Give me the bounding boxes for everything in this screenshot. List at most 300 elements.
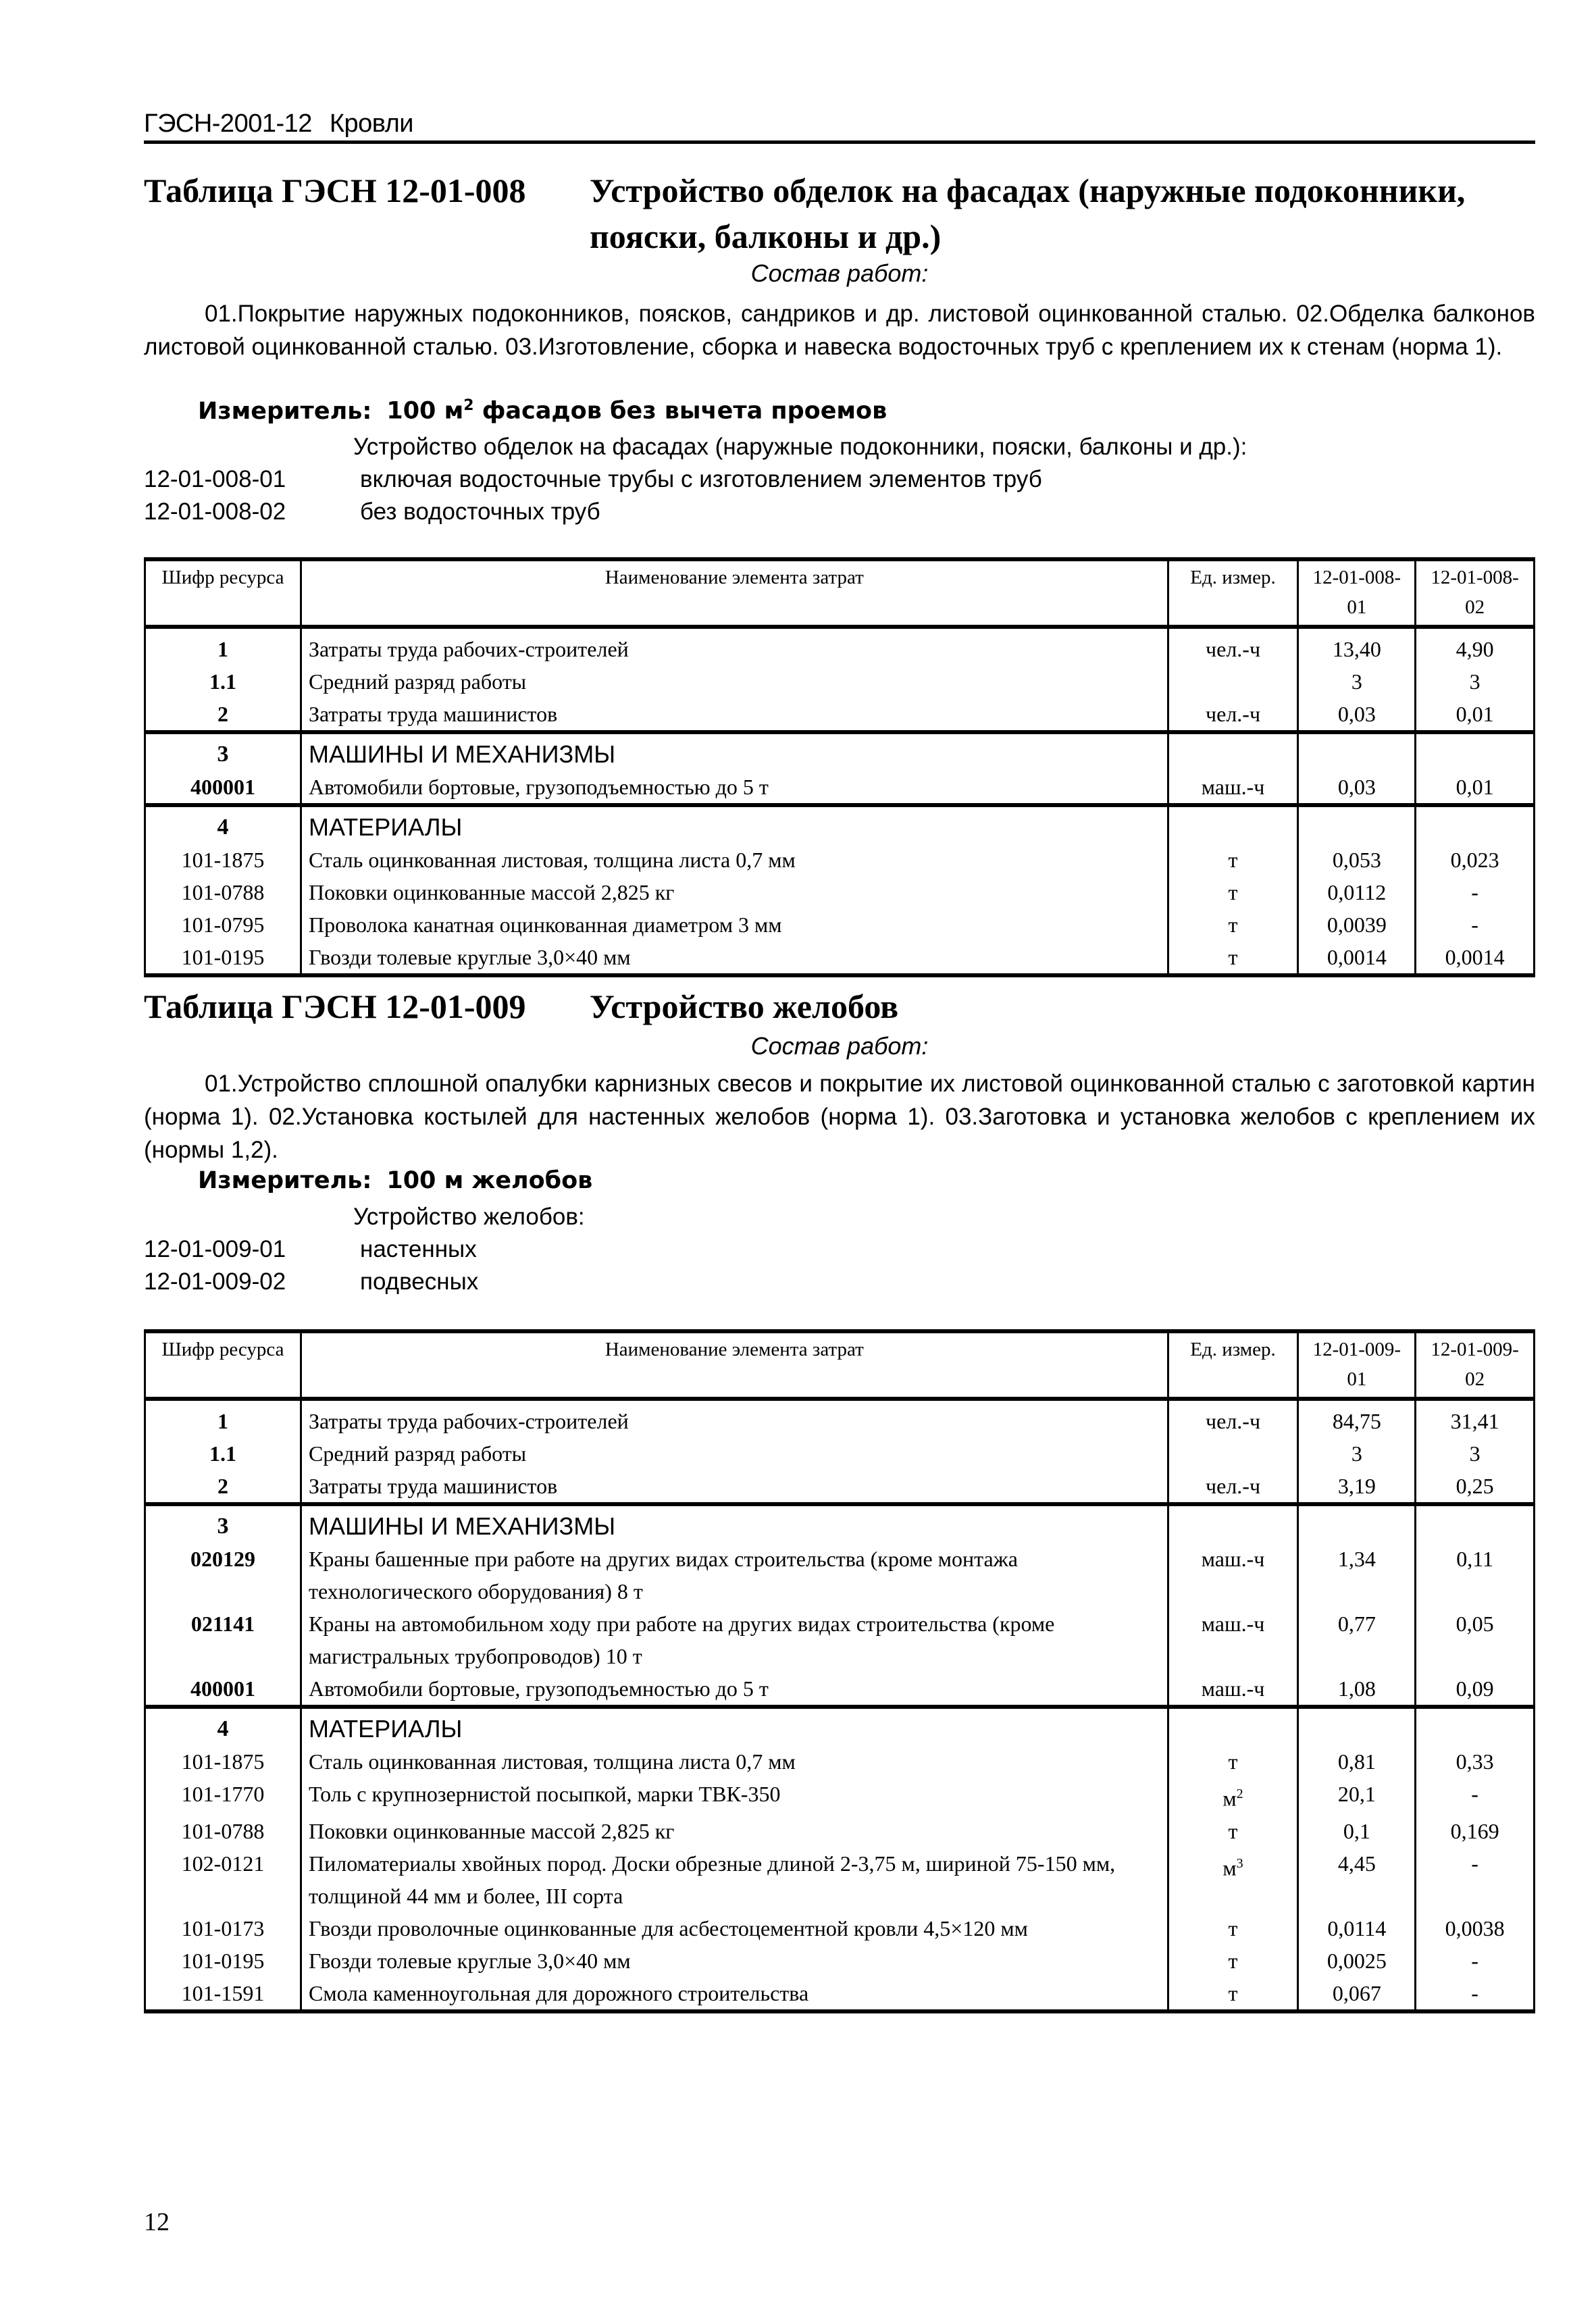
section-row bbox=[145, 1504, 1535, 1543]
resource-name bbox=[301, 876, 1168, 908]
norm-2-value bbox=[1416, 665, 1535, 698]
resource-group bbox=[145, 805, 1535, 975]
resource-name-text: Гвозди проволочные оцинкованные для асбестоцементной кровли 4,5×120 мм bbox=[309, 1916, 1028, 1940]
resource-name bbox=[301, 771, 1168, 805]
norm-1-value-text: 0,1 bbox=[1343, 1818, 1370, 1843]
table-row bbox=[145, 1945, 1535, 1977]
resource-name bbox=[301, 1778, 1168, 1815]
table-row bbox=[145, 1847, 1535, 1912]
norm-1-value-text: 1,08 bbox=[1337, 1676, 1376, 1701]
norm-code: 12-01-008-01 bbox=[144, 466, 286, 492]
header-unit: Ед. измер. bbox=[1168, 1331, 1298, 1399]
resource-name bbox=[301, 1815, 1168, 1847]
resource-code-text: 101-1770 bbox=[181, 1782, 265, 1806]
meter-line bbox=[198, 1167, 592, 1194]
resource-unit bbox=[1168, 1912, 1298, 1945]
norm-1-value bbox=[1298, 1504, 1416, 1543]
norm-2-value bbox=[1416, 1608, 1535, 1672]
table-row bbox=[145, 698, 1535, 732]
resource-name bbox=[301, 941, 1168, 975]
resource-group bbox=[145, 1707, 1535, 2011]
table-row bbox=[145, 1399, 1535, 1437]
norm-2-value-text: - bbox=[1471, 1851, 1478, 1876]
table-row bbox=[145, 1745, 1535, 1778]
norm-1-value bbox=[1298, 1470, 1416, 1504]
resource-code-text: 400001 bbox=[190, 1676, 255, 1701]
table-row bbox=[145, 1672, 1535, 1707]
norm-1-value bbox=[1298, 1399, 1416, 1437]
norm-desc: без водосточных труб bbox=[360, 498, 600, 525]
norm-2-value bbox=[1416, 1470, 1535, 1504]
norm-2-value bbox=[1416, 941, 1535, 975]
table-row bbox=[145, 1470, 1535, 1504]
norm-1-value bbox=[1298, 1707, 1416, 1745]
resource-group bbox=[145, 1399, 1535, 1504]
resource-unit bbox=[1168, 1815, 1298, 1847]
table-row bbox=[145, 908, 1535, 941]
resource-code bbox=[145, 1608, 301, 1672]
resource-name-text: Гвозди толевые круглые 3,0×40 мм bbox=[309, 945, 631, 969]
resource-code-text: 101-0173 bbox=[181, 1916, 265, 1940]
table-row bbox=[145, 1977, 1535, 2011]
norm-1-value bbox=[1298, 627, 1416, 665]
resource-code bbox=[145, 1912, 301, 1945]
norm-1-value-text: 0,03 bbox=[1337, 775, 1376, 799]
norm-2-value bbox=[1416, 805, 1535, 844]
header-norm-1: 12-01-008-01 bbox=[1298, 559, 1416, 627]
norm-1-value-text: 3 bbox=[1351, 669, 1362, 694]
meter-value: 100 м желобов bbox=[386, 1167, 593, 1194]
resource-unit bbox=[1168, 665, 1298, 698]
resource-name-text: Средний разряд работы bbox=[309, 669, 527, 694]
norm-2-value bbox=[1416, 1672, 1535, 1707]
norm-2-value-text: 0,05 bbox=[1456, 1612, 1494, 1636]
norm-group-title: Устройство обделок на фасадах (наружные подоконники, пояски, балконы и др.): bbox=[353, 434, 1247, 460]
norm-2-value bbox=[1416, 1437, 1535, 1470]
norm-2-value-text: 0,01 bbox=[1456, 702, 1494, 726]
norm-1-value bbox=[1298, 665, 1416, 698]
norm-1-value bbox=[1298, 908, 1416, 941]
norm-1-value-text: 0,067 bbox=[1332, 1980, 1381, 2005]
table-row bbox=[145, 1437, 1535, 1470]
resource-name bbox=[301, 698, 1168, 732]
resource-name-text: Толь с крупнозернистой посыпкой, марки ТВК-350 bbox=[309, 1782, 781, 1806]
norm-1-value bbox=[1298, 732, 1416, 771]
table-heading-008 bbox=[144, 168, 1535, 259]
resource-name-text: Затраты труда машинистов bbox=[309, 702, 558, 726]
header-norm-2: 12-01-008-02 bbox=[1416, 559, 1535, 627]
resource-code-text: 3 bbox=[217, 1514, 229, 1539]
resource-unit bbox=[1168, 627, 1298, 665]
resource-code-text: 4 bbox=[217, 815, 229, 840]
norm-2-value bbox=[1416, 1707, 1535, 1745]
resource-name bbox=[301, 1504, 1168, 1543]
resource-unit bbox=[1168, 1399, 1298, 1437]
resource-code bbox=[145, 1745, 301, 1778]
resource-name bbox=[301, 1945, 1168, 1977]
resource-code-text: 101-0795 bbox=[181, 912, 265, 937]
resource-unit bbox=[1168, 941, 1298, 975]
resource-unit-text: маш.-ч bbox=[1201, 1676, 1265, 1701]
resource-code bbox=[145, 844, 301, 876]
resource-code-text: 4 bbox=[217, 1716, 229, 1741]
table-row bbox=[145, 876, 1535, 908]
norm-1-value bbox=[1298, 698, 1416, 732]
resource-code bbox=[145, 1437, 301, 1470]
resource-name bbox=[301, 665, 1168, 698]
table-row bbox=[145, 844, 1535, 876]
table-code: Таблица ГЭСН 12-01-009 bbox=[144, 987, 526, 1025]
resource-unit bbox=[1168, 1707, 1298, 1745]
resource-unit bbox=[1168, 1543, 1298, 1608]
resource-name-text: МАТЕРИАЛЫ bbox=[309, 813, 463, 841]
resource-name-text: МАШИНЫ И МЕХАНИЗМЫ bbox=[309, 1512, 616, 1540]
resource-unit-text: т bbox=[1228, 880, 1238, 904]
resource-code bbox=[145, 1504, 301, 1543]
norm-2-value bbox=[1416, 732, 1535, 771]
norm-2-value-text: 0,023 bbox=[1450, 848, 1499, 872]
resource-code-text: 1 bbox=[217, 637, 228, 661]
resource-group bbox=[145, 627, 1535, 732]
norm-2-value bbox=[1416, 1745, 1535, 1778]
resource-group bbox=[145, 1504, 1535, 1707]
resource-unit bbox=[1168, 1847, 1298, 1912]
norm-item bbox=[144, 1268, 478, 1295]
header-norm-1: 12-01-009-01 bbox=[1298, 1331, 1416, 1399]
resource-code-text: 101-1875 bbox=[181, 848, 265, 872]
resource-unit bbox=[1168, 1945, 1298, 1977]
norm-2-value bbox=[1416, 908, 1535, 941]
norm-1-value bbox=[1298, 1672, 1416, 1707]
resource-code-text: 2 bbox=[217, 702, 228, 726]
resource-name bbox=[301, 627, 1168, 665]
norm-1-value bbox=[1298, 941, 1416, 975]
norm-1-value-text: 0,0014 bbox=[1327, 945, 1387, 969]
resource-code-text: 021141 bbox=[190, 1612, 255, 1636]
resource-unit bbox=[1168, 1504, 1298, 1543]
norm-2-value-text: 0,33 bbox=[1456, 1749, 1494, 1774]
meter-value: 100 м bbox=[386, 397, 464, 425]
norm-1-value bbox=[1298, 1977, 1416, 2011]
norm-item bbox=[144, 498, 600, 525]
resource-name bbox=[301, 908, 1168, 941]
norm-code: 12-01-009-01 bbox=[144, 1236, 286, 1262]
resource-unit-text: чел.-ч bbox=[1206, 1474, 1261, 1498]
resource-name bbox=[301, 1912, 1168, 1945]
resource-unit bbox=[1168, 908, 1298, 941]
norm-2-value bbox=[1416, 1815, 1535, 1847]
resource-name bbox=[301, 1847, 1168, 1912]
norm-1-value-text: 0,053 bbox=[1332, 848, 1381, 872]
resource-name bbox=[301, 1608, 1168, 1672]
meter-label: Измеритель: bbox=[198, 397, 372, 425]
resource-name-text: Пиломатериалы хвойных пород. Доски обрезные длиной 2-3,75 м, шириной 75-150 мм, толщиной 44 мм и более, III сорта bbox=[309, 1851, 1116, 1908]
norm-2-value bbox=[1416, 771, 1535, 805]
norm-2-value bbox=[1416, 1912, 1535, 1945]
resource-code-text: 1.1 bbox=[209, 669, 236, 694]
norm-2-value-text: 0,0014 bbox=[1445, 945, 1505, 969]
works-description: 01.Покрытие наружных подоконников, поясков, сандриков и др. листовой оцинкованной сталью. 02.Обделка балконов листовой оцинкованной сталью. 03.Изготовление, сборка и навеска водосточных труб с креплением их к стенам (норма 1). bbox=[144, 301, 1535, 360]
running-head bbox=[144, 109, 413, 138]
resource-name bbox=[301, 1399, 1168, 1437]
resource-unit bbox=[1168, 771, 1298, 805]
resource-unit bbox=[1168, 1437, 1298, 1470]
norm-1-value-text: 3,19 bbox=[1337, 1474, 1376, 1498]
resource-unit-text: т bbox=[1228, 945, 1238, 969]
norm-desc: настенных bbox=[360, 1236, 477, 1262]
resource-name-text: Смола каменноугольная для дорожного строительства bbox=[309, 1980, 809, 2005]
norm-1-value-text: 0,03 bbox=[1337, 702, 1376, 726]
resource-code bbox=[145, 908, 301, 941]
resource-code bbox=[145, 1470, 301, 1504]
resource-name-text: Автомобили бортовые, грузоподъемностью до 5 т bbox=[309, 775, 769, 799]
norm-2-value-text: 0,25 bbox=[1456, 1474, 1494, 1498]
norm-2-value bbox=[1416, 1543, 1535, 1608]
resource-name-text: Поковки оцинкованные массой 2,825 кг bbox=[309, 1818, 675, 1843]
norm-1-value-text: 20,1 bbox=[1337, 1782, 1376, 1806]
norm-1-value-text: 0,0112 bbox=[1327, 880, 1387, 904]
norm-1-value-text: 13,40 bbox=[1332, 637, 1381, 661]
norm-desc: включая водосточные трубы с изготовлением элементов труб bbox=[360, 466, 1042, 492]
norm-2-value bbox=[1416, 1778, 1535, 1815]
running-head-section: Кровли bbox=[329, 109, 414, 138]
norm-1-value bbox=[1298, 1608, 1416, 1672]
norm-1-value bbox=[1298, 1745, 1416, 1778]
resource-table-009 bbox=[144, 1329, 1535, 2013]
norm-2-value bbox=[1416, 1847, 1535, 1912]
norm-2-value-text: - bbox=[1471, 880, 1478, 904]
meter-rest: фасадов без вычета проемов bbox=[473, 397, 887, 425]
resource-unit bbox=[1168, 698, 1298, 732]
meter-superscript: 2 bbox=[463, 397, 474, 414]
norm-2-value-text: 3 bbox=[1469, 1441, 1481, 1466]
norm-2-value bbox=[1416, 844, 1535, 876]
section-row bbox=[145, 805, 1535, 844]
sostav-label: Состав работ: bbox=[750, 1032, 929, 1060]
norm-code: 12-01-009-02 bbox=[144, 1268, 286, 1295]
norm-1-value bbox=[1298, 1945, 1416, 1977]
resource-code-text: 101-0195 bbox=[181, 945, 265, 969]
resource-group bbox=[145, 732, 1535, 805]
norm-1-value bbox=[1298, 805, 1416, 844]
norm-1-value bbox=[1298, 1437, 1416, 1470]
table-row bbox=[145, 1778, 1535, 1815]
resource-code bbox=[145, 1977, 301, 2011]
norm-1-value bbox=[1298, 1778, 1416, 1815]
norm-2-value-text: 0,09 bbox=[1456, 1676, 1494, 1701]
resource-name-text: Проволока канатная оцинкованная диаметром 3 мм bbox=[309, 912, 782, 937]
norm-2-value bbox=[1416, 698, 1535, 732]
resource-name-text: Краны башенные при работе на других видах строительства (кроме монтажа технологического оборудования) 8 т bbox=[309, 1547, 1018, 1603]
norm-item bbox=[144, 466, 1042, 493]
norm-2-value bbox=[1416, 1504, 1535, 1543]
resource-code-text: 400001 bbox=[190, 775, 255, 799]
resource-unit bbox=[1168, 844, 1298, 876]
resource-unit-text: м bbox=[1222, 1855, 1237, 1880]
section-row bbox=[145, 732, 1535, 771]
resource-name bbox=[301, 1543, 1168, 1608]
resource-name-text: Автомобили бортовые, грузоподъемностью до 5 т bbox=[309, 1676, 769, 1701]
works-description: 01.Устройство сплошной опалубки карнизных свесов и покрытие их листовой оцинкованной сталью с заготовкой картин (норма 1). 02.Установка костылей для настенных желобов (норма 1). 03.Заготовка и установка желобов с креплением их (нормы 1,2). bbox=[144, 1071, 1535, 1163]
table-row bbox=[145, 771, 1535, 805]
header-name: Наименование элемента затрат bbox=[301, 559, 1168, 627]
header-rule bbox=[144, 140, 1535, 144]
resource-code-text: 020129 bbox=[190, 1547, 255, 1571]
resource-name-text: Краны на автомобильном ходу при работе на других видах строительства (кроме магистральных трубопроводов) 10 т bbox=[309, 1612, 1055, 1668]
resource-name-text: МАШИНЫ И МЕХАНИЗМЫ bbox=[309, 740, 616, 768]
resource-unit-text: т bbox=[1228, 1916, 1238, 1940]
resource-name bbox=[301, 1977, 1168, 2011]
resource-table-008 bbox=[144, 557, 1535, 977]
resource-code-text: 1 bbox=[217, 1409, 228, 1433]
norm-1-value-text: 3 bbox=[1351, 1441, 1362, 1466]
norm-2-value-text: - bbox=[1471, 1948, 1478, 1973]
table-row bbox=[145, 1608, 1535, 1672]
norm-2-value bbox=[1416, 627, 1535, 665]
resource-unit-text: чел.-ч bbox=[1206, 637, 1261, 661]
resource-unit bbox=[1168, 1977, 1298, 2011]
norm-1-value-text: 4,45 bbox=[1337, 1851, 1376, 1876]
header-unit: Ед. измер. bbox=[1168, 559, 1298, 627]
norm-1-value bbox=[1298, 1543, 1416, 1608]
resource-unit-text: чел.-ч bbox=[1206, 702, 1261, 726]
table-title: Устройство желобов bbox=[590, 987, 899, 1025]
resource-code-text: 3 bbox=[217, 742, 229, 767]
resource-code-text: 101-0788 bbox=[181, 1818, 265, 1843]
table-row bbox=[145, 1543, 1535, 1608]
resource-unit-text: т bbox=[1228, 1818, 1238, 1843]
resource-unit bbox=[1168, 876, 1298, 908]
resource-name-text: Сталь оцинкованная листовая, толщина листа 0,7 мм bbox=[309, 1749, 796, 1774]
norm-1-value-text: 0,0025 bbox=[1327, 1948, 1387, 1973]
resource-code-text: 101-0788 bbox=[181, 880, 265, 904]
resource-name-text: Сталь оцинкованная листовая, толщина листа 0,7 мм bbox=[309, 848, 796, 872]
resource-unit bbox=[1168, 732, 1298, 771]
resource-unit-text: м bbox=[1222, 1786, 1237, 1811]
header-name: Наименование элемента затрат bbox=[301, 1331, 1168, 1399]
norm-1-value-text: 0,0039 bbox=[1327, 912, 1387, 937]
resource-name bbox=[301, 1672, 1168, 1707]
norm-desc: подвесных bbox=[360, 1268, 479, 1295]
norm-1-value bbox=[1298, 1912, 1416, 1945]
unit-superscript: 3 bbox=[1236, 1855, 1243, 1871]
norm-2-value-text: 31,41 bbox=[1450, 1409, 1499, 1433]
resource-unit-text: маш.-ч bbox=[1201, 1547, 1265, 1571]
resource-code bbox=[145, 698, 301, 732]
resource-code bbox=[145, 1543, 301, 1608]
resource-unit bbox=[1168, 1778, 1298, 1815]
resource-code bbox=[145, 941, 301, 975]
norm-2-value-text: 0,0038 bbox=[1445, 1916, 1505, 1940]
norm-1-value bbox=[1298, 771, 1416, 805]
resource-code-text: 101-1875 bbox=[181, 1749, 265, 1774]
resource-name-text: Затраты труда рабочих-строителей bbox=[309, 637, 629, 661]
table-row bbox=[145, 627, 1535, 665]
norm-2-value-text: 0,11 bbox=[1456, 1547, 1493, 1571]
resource-name bbox=[301, 805, 1168, 844]
table-row bbox=[145, 665, 1535, 698]
resource-unit bbox=[1168, 1745, 1298, 1778]
norm-1-value-text: 0,77 bbox=[1337, 1612, 1376, 1636]
table-title: Устройство обделок на фасадах (наружные подоконники, пояски, балконы и др.) bbox=[590, 172, 1466, 255]
table-row bbox=[145, 941, 1535, 975]
sostav-label: Состав работ: bbox=[750, 259, 929, 287]
resource-code bbox=[145, 627, 301, 665]
norm-2-value bbox=[1416, 1945, 1535, 1977]
norm-2-value-text: 4,90 bbox=[1456, 637, 1494, 661]
resource-unit-text: маш.-ч bbox=[1201, 775, 1265, 799]
table-header-row bbox=[145, 1331, 1535, 1399]
header-code: Шифр ресурса bbox=[145, 1331, 301, 1399]
norm-1-value-text: 84,75 bbox=[1332, 1409, 1381, 1433]
resource-code bbox=[145, 771, 301, 805]
resource-unit-text: т bbox=[1228, 1948, 1238, 1973]
resource-name-text: Гвозди толевые круглые 3,0×40 мм bbox=[309, 1948, 631, 1973]
norm-1-value bbox=[1298, 876, 1416, 908]
resource-unit bbox=[1168, 1470, 1298, 1504]
norm-2-value-text: 3 bbox=[1469, 669, 1481, 694]
norm-1-value bbox=[1298, 844, 1416, 876]
meter-line bbox=[198, 397, 887, 425]
resource-name bbox=[301, 1707, 1168, 1745]
resource-unit-text: маш.-ч bbox=[1201, 1612, 1265, 1636]
resource-name-text: Затраты труда машинистов bbox=[309, 1474, 558, 1498]
resource-code bbox=[145, 732, 301, 771]
page-number: 12 bbox=[144, 2208, 170, 2236]
resource-code-text: 101-0195 bbox=[181, 1948, 265, 1973]
running-head-code: ГЭСН-2001-12 bbox=[144, 109, 312, 138]
resource-code bbox=[145, 1672, 301, 1707]
norm-group-title: Устройство желобов: bbox=[353, 1204, 585, 1230]
norm-1-value-text: 0,81 bbox=[1337, 1749, 1376, 1774]
table-row bbox=[145, 1815, 1535, 1847]
resource-name bbox=[301, 1470, 1168, 1504]
resource-name bbox=[301, 1745, 1168, 1778]
resource-unit bbox=[1168, 1608, 1298, 1672]
header-code: Шифр ресурса bbox=[145, 559, 301, 627]
resource-unit-text: чел.-ч bbox=[1206, 1409, 1261, 1433]
resource-code bbox=[145, 1945, 301, 1977]
resource-name-text: Затраты труда рабочих-строителей bbox=[309, 1409, 629, 1433]
resource-unit bbox=[1168, 1672, 1298, 1707]
resource-code bbox=[145, 1815, 301, 1847]
resource-unit bbox=[1168, 805, 1298, 844]
norm-1-value bbox=[1298, 1847, 1416, 1912]
norm-1-value-text: 0,0114 bbox=[1327, 1916, 1387, 1940]
norm-2-value-text: 0,01 bbox=[1456, 775, 1494, 799]
resource-code bbox=[145, 1847, 301, 1912]
norm-2-value-text: 0,169 bbox=[1450, 1818, 1499, 1843]
resource-name bbox=[301, 844, 1168, 876]
resource-name-text: Средний разряд работы bbox=[309, 1441, 527, 1466]
unit-superscript: 2 bbox=[1236, 1786, 1243, 1801]
norm-2-value bbox=[1416, 1977, 1535, 2011]
table-heading-009 bbox=[144, 983, 1535, 1029]
norm-1-value bbox=[1298, 1815, 1416, 1847]
resource-unit-text: т bbox=[1228, 1749, 1238, 1774]
norm-2-value-text: - bbox=[1471, 1782, 1478, 1806]
resource-code bbox=[145, 1399, 301, 1437]
resource-name-text: Поковки оцинкованные массой 2,825 кг bbox=[309, 880, 675, 904]
norm-2-value bbox=[1416, 876, 1535, 908]
resource-code-text: 1.1 bbox=[209, 1441, 236, 1466]
resource-code bbox=[145, 805, 301, 844]
norm-1-value-text: 1,34 bbox=[1337, 1547, 1376, 1571]
norm-2-value bbox=[1416, 1399, 1535, 1437]
table-header-row bbox=[145, 559, 1535, 627]
resource-code bbox=[145, 665, 301, 698]
resource-name bbox=[301, 1437, 1168, 1470]
